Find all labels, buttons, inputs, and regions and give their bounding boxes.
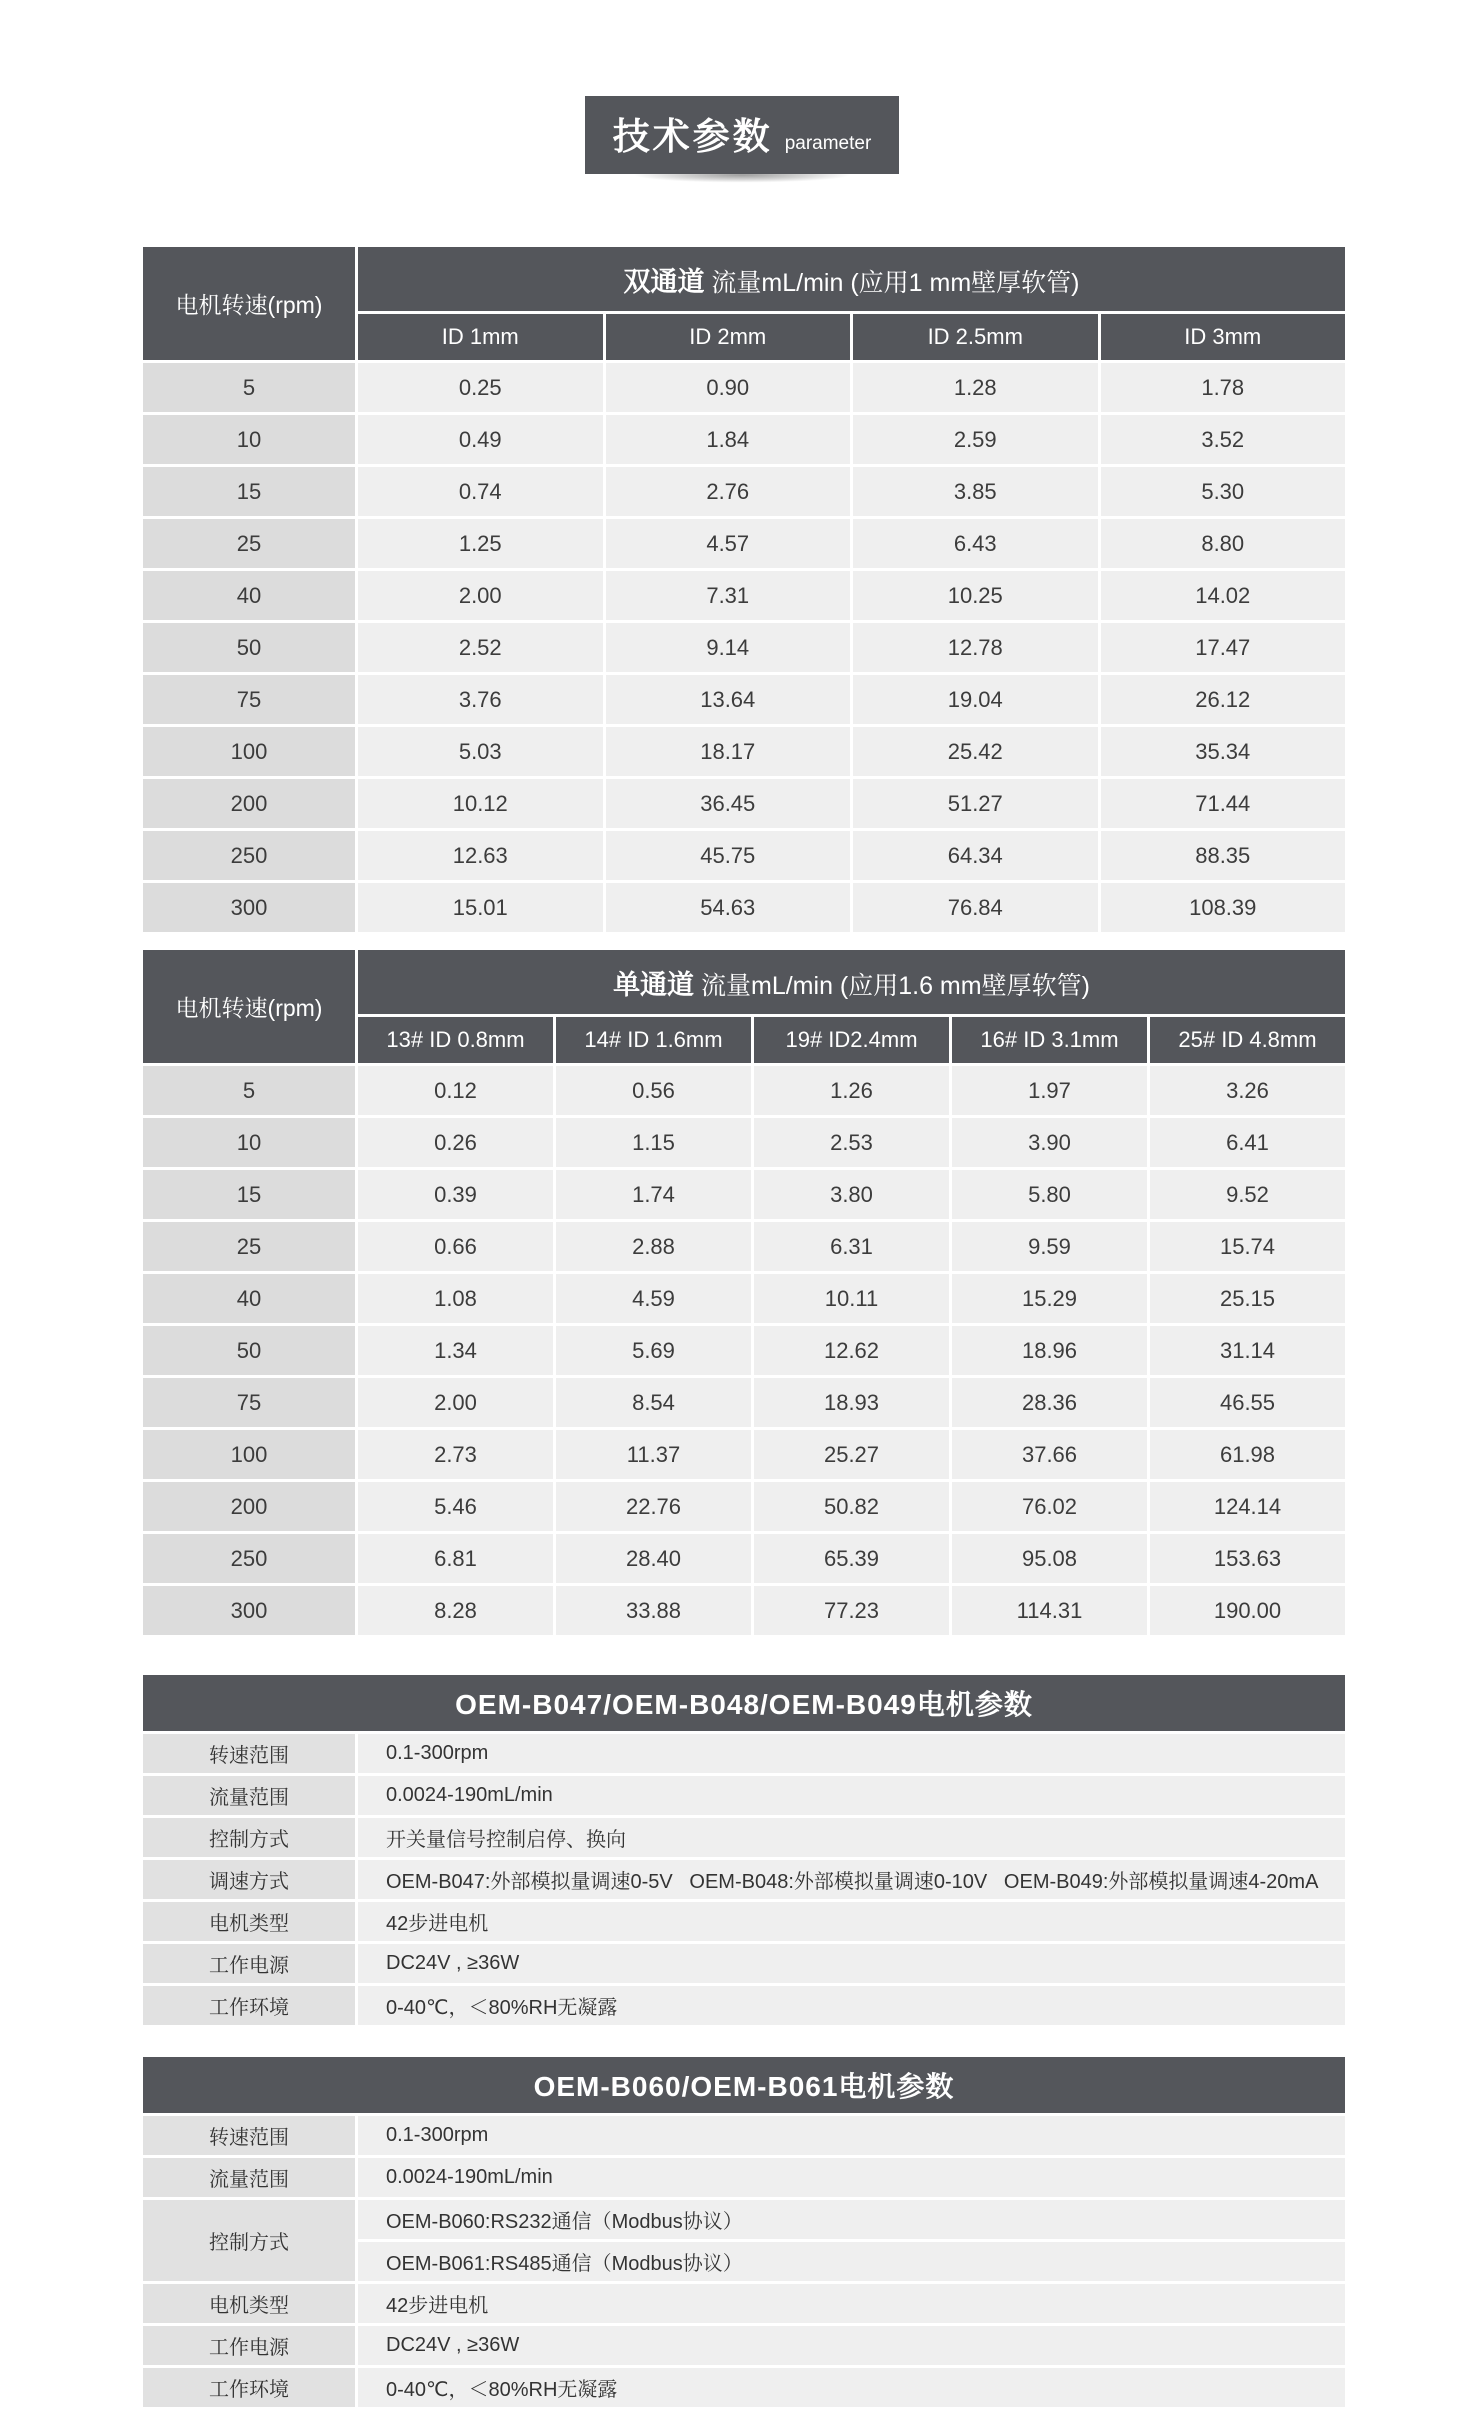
flow-value-cell: 10.25: [853, 571, 1098, 620]
rpm-cell: 50: [143, 1326, 355, 1375]
rpm-column-header: 电机转速(rpm): [143, 950, 355, 1063]
flow-value-cell: 25.15: [1150, 1274, 1345, 1323]
rpm-cell: 200: [143, 779, 355, 828]
spec-label-cell: 调速方式: [143, 1860, 355, 1899]
flow-row: [143, 883, 1345, 932]
spec-value-cell: 0.1-300rpm: [358, 1734, 1345, 1773]
rpm-cell: 10: [143, 1118, 355, 1167]
spec-label-cell: 电机类型: [143, 2284, 355, 2323]
flow-value-cell: 1.15: [556, 1118, 751, 1167]
flow-value-cell: 7.31: [606, 571, 851, 620]
flow-row: [143, 415, 1345, 464]
spec-label-cell: 工作环境: [143, 2368, 355, 2407]
flow-value-cell: 9.59: [952, 1222, 1147, 1271]
spec-row: [143, 2200, 1345, 2239]
spec-row: [143, 2326, 1345, 2365]
flow-row: [143, 727, 1345, 776]
flow-value-cell: 76.02: [952, 1482, 1147, 1531]
rpm-cell: 50: [143, 623, 355, 672]
flow-value-cell: 0.56: [556, 1066, 751, 1115]
flow-value-cell: 108.39: [1101, 883, 1346, 932]
flow-value-cell: 3.76: [358, 675, 603, 724]
spec-value-cell: 0.1-300rpm: [358, 2116, 1345, 2155]
flow-row: [143, 675, 1345, 724]
flow-value-cell: 17.47: [1101, 623, 1346, 672]
flow-value-cell: 0.12: [358, 1066, 553, 1115]
group-header-row: [143, 247, 1345, 311]
rpm-column-header: 电机转速(rpm): [143, 247, 355, 360]
rpm-cell: 5: [143, 1066, 355, 1115]
spec-label-cell: 工作电源: [143, 1944, 355, 1983]
flow-value-cell: 8.28: [358, 1586, 553, 1635]
spec-label-cell: 转速范围: [143, 2116, 355, 2155]
rpm-cell: 25: [143, 519, 355, 568]
spec-label-cell: 流量范围: [143, 1776, 355, 1815]
group-header-desc: 流量mL/min (应用1 mm壁厚软管): [704, 268, 1080, 297]
flow-value-cell: 77.23: [754, 1586, 949, 1635]
flow-value-cell: 1.34: [358, 1326, 553, 1375]
flow-value-cell: 3.26: [1150, 1066, 1345, 1115]
rpm-cell: 10: [143, 415, 355, 464]
flow-value-cell: 6.31: [754, 1222, 949, 1271]
flow-value-cell: 4.57: [606, 519, 851, 568]
flow-value-cell: 22.76: [556, 1482, 751, 1531]
column-header: 16# ID 3.1mm: [952, 1017, 1147, 1063]
flow-value-cell: 6.81: [358, 1534, 553, 1583]
column-header: ID 1mm: [358, 314, 603, 360]
flow-value-cell: 124.14: [1150, 1482, 1345, 1531]
flow-value-cell: 0.25: [358, 363, 603, 412]
spec-value-cell: OEM-B061:RS485通信（Modbus协议）: [358, 2242, 1345, 2281]
spec-label-cell: 转速范围: [143, 1734, 355, 1773]
flow-row: [143, 1482, 1345, 1531]
flow-value-cell: 15.01: [358, 883, 603, 932]
flow-value-cell: 2.53: [754, 1118, 949, 1167]
flow-value-cell: 2.00: [358, 571, 603, 620]
flow-row: [143, 1534, 1345, 1583]
flow-value-cell: 28.40: [556, 1534, 751, 1583]
section-title-zh: 技术参数: [612, 116, 773, 157]
motor-title-row: [143, 2057, 1345, 2113]
flow-value-cell: 5.46: [358, 1482, 553, 1531]
spec-row: [143, 2116, 1345, 2155]
spec-row: [143, 1860, 1345, 1899]
flow-value-cell: 0.26: [358, 1118, 553, 1167]
flow-value-cell: 0.66: [358, 1222, 553, 1271]
flow-value-cell: 0.74: [358, 467, 603, 516]
motor-params-table-b047: [140, 1672, 1348, 2028]
flow-value-cell: 13.64: [606, 675, 851, 724]
flow-value-cell: 11.37: [556, 1430, 751, 1479]
flow-value-cell: 12.78: [853, 623, 1098, 672]
spec-value-cell: DC24V , ≥36W: [358, 1944, 1345, 1983]
flow-value-cell: 18.17: [606, 727, 851, 776]
flow-row: [143, 519, 1345, 568]
spec-value-cell: 0.0024-190mL/min: [358, 2158, 1345, 2197]
flow-row: [143, 1222, 1345, 1271]
spec-row: [143, 2284, 1345, 2323]
flow-value-cell: 45.75: [606, 831, 851, 880]
group-header-row: [143, 950, 1345, 1014]
flow-value-cell: 9.14: [606, 623, 851, 672]
flow-value-cell: 3.90: [952, 1118, 1147, 1167]
group-header-channel: 双通道: [623, 266, 705, 297]
spec-label-cell: 控制方式: [143, 2200, 355, 2281]
spec-value-cell: OEM-B047:外部模拟量调速0-5V OEM-B048:外部模拟量调速0-10V OEM-B049:外部模拟量调速4-20mA: [358, 1860, 1345, 1899]
rpm-cell: 200: [143, 1482, 355, 1531]
spec-row: [143, 1944, 1345, 1983]
flow-value-cell: 5.69: [556, 1326, 751, 1375]
flow-value-cell: 2.59: [853, 415, 1098, 464]
parameters-content: [140, 244, 1348, 2410]
group-header: [358, 247, 1345, 311]
flow-value-cell: 25.27: [754, 1430, 949, 1479]
flow-value-cell: 14.02: [1101, 571, 1346, 620]
flow-value-cell: 2.00: [358, 1378, 553, 1427]
flow-value-cell: 5.80: [952, 1170, 1147, 1219]
flow-value-cell: 88.35: [1101, 831, 1346, 880]
flow-row: [143, 1170, 1345, 1219]
single-channel-flow-table: [140, 947, 1348, 1638]
rpm-cell: 25: [143, 1222, 355, 1271]
flow-value-cell: 1.25: [358, 519, 603, 568]
flow-value-cell: 10.11: [754, 1274, 949, 1323]
flow-value-cell: 54.63: [606, 883, 851, 932]
flow-value-cell: 61.98: [1150, 1430, 1345, 1479]
flow-value-cell: 9.52: [1150, 1170, 1345, 1219]
spec-row: [143, 1818, 1345, 1857]
spec-row: [143, 1776, 1345, 1815]
rpm-cell: 300: [143, 883, 355, 932]
flow-value-cell: 2.52: [358, 623, 603, 672]
flow-value-cell: 18.96: [952, 1326, 1147, 1375]
rpm-cell: 250: [143, 1534, 355, 1583]
flow-value-cell: 15.74: [1150, 1222, 1345, 1271]
flow-row: [143, 623, 1345, 672]
flow-row: [143, 1326, 1345, 1375]
rpm-cell: 75: [143, 675, 355, 724]
flow-value-cell: 46.55: [1150, 1378, 1345, 1427]
flow-value-cell: 19.04: [853, 675, 1098, 724]
spec-row: [143, 1902, 1345, 1941]
flow-value-cell: 1.26: [754, 1066, 949, 1115]
spec-row: [143, 2368, 1345, 2407]
flow-value-cell: 10.12: [358, 779, 603, 828]
flow-value-cell: 25.42: [853, 727, 1098, 776]
flow-value-cell: 35.34: [1101, 727, 1346, 776]
column-header: ID 2mm: [606, 314, 851, 360]
flow-value-cell: 95.08: [952, 1534, 1147, 1583]
flow-value-cell: 190.00: [1150, 1586, 1345, 1635]
flow-value-cell: 26.12: [1101, 675, 1346, 724]
motor-params-table-b060: [140, 2054, 1348, 2410]
spec-row: [143, 1986, 1345, 2025]
flow-value-cell: 28.36: [952, 1378, 1147, 1427]
flow-value-cell: 3.80: [754, 1170, 949, 1219]
rpm-cell: 100: [143, 1430, 355, 1479]
column-header: 25# ID 4.8mm: [1150, 1017, 1345, 1063]
spec-value-cell: 42步进电机: [358, 1902, 1345, 1941]
group-header-channel: 单通道: [613, 969, 695, 1000]
flow-row: [143, 1118, 1345, 1167]
spec-value-cell: 0.0024-190mL/min: [358, 1776, 1345, 1815]
flow-value-cell: 2.88: [556, 1222, 751, 1271]
spec-label-cell: 电机类型: [143, 1902, 355, 1941]
spec-value-cell: OEM-B060:RS232通信（Modbus协议）: [358, 2200, 1345, 2239]
flow-value-cell: 1.97: [952, 1066, 1147, 1115]
rpm-cell: 75: [143, 1378, 355, 1427]
flow-value-cell: 15.29: [952, 1274, 1147, 1323]
flow-value-cell: 1.08: [358, 1274, 553, 1323]
flow-value-cell: 31.14: [1150, 1326, 1345, 1375]
flow-value-cell: 50.82: [754, 1482, 949, 1531]
rpm-cell: 40: [143, 571, 355, 620]
column-header: ID 3mm: [1101, 314, 1346, 360]
flow-value-cell: 5.03: [358, 727, 603, 776]
flow-row: [143, 363, 1345, 412]
flow-value-cell: 114.31: [952, 1586, 1147, 1635]
flow-value-cell: 18.93: [754, 1378, 949, 1427]
flow-value-cell: 0.39: [358, 1170, 553, 1219]
flow-value-cell: 51.27: [853, 779, 1098, 828]
motor-table-title: OEM-B060/OEM-B061电机参数: [143, 2057, 1345, 2113]
flow-value-cell: 33.88: [556, 1586, 751, 1635]
motor-title-row: [143, 1675, 1345, 1731]
flow-value-cell: 0.90: [606, 363, 851, 412]
flow-value-cell: 65.39: [754, 1534, 949, 1583]
flow-value-cell: 8.54: [556, 1378, 751, 1427]
flow-value-cell: 1.74: [556, 1170, 751, 1219]
rpm-cell: 40: [143, 1274, 355, 1323]
flow-value-cell: 12.62: [754, 1326, 949, 1375]
spec-value-cell: 42步进电机: [358, 2284, 1345, 2323]
spec-value-cell: 开关量信号控制启停、换向: [358, 1818, 1345, 1857]
flow-row: [143, 1274, 1345, 1323]
flow-row: [143, 467, 1345, 516]
flow-value-cell: 5.30: [1101, 467, 1346, 516]
spec-label-cell: 工作环境: [143, 1986, 355, 2025]
rpm-cell: 300: [143, 1586, 355, 1635]
rpm-cell: 15: [143, 467, 355, 516]
flow-row: [143, 1378, 1345, 1427]
flow-value-cell: 12.63: [358, 831, 603, 880]
flow-row: [143, 831, 1345, 880]
spec-label-cell: 工作电源: [143, 2326, 355, 2365]
section-title-badge: [585, 96, 900, 174]
flow-value-cell: 6.43: [853, 519, 1098, 568]
flow-value-cell: 76.84: [853, 883, 1098, 932]
flow-value-cell: 3.85: [853, 467, 1098, 516]
flow-row: [143, 779, 1345, 828]
flow-value-cell: 2.73: [358, 1430, 553, 1479]
group-header: [358, 950, 1345, 1014]
flow-value-cell: 0.49: [358, 415, 603, 464]
dual-channel-flow-table: [140, 244, 1348, 935]
flow-value-cell: 36.45: [606, 779, 851, 828]
flow-row: [143, 571, 1345, 620]
flow-value-cell: 6.41: [1150, 1118, 1345, 1167]
flow-value-cell: 71.44: [1101, 779, 1346, 828]
flow-value-cell: 1.84: [606, 415, 851, 464]
column-header: 13# ID 0.8mm: [358, 1017, 553, 1063]
flow-row: [143, 1586, 1345, 1635]
column-header: ID 2.5mm: [853, 314, 1098, 360]
column-header: 19# ID2.4mm: [754, 1017, 949, 1063]
rpm-cell: 15: [143, 1170, 355, 1219]
flow-value-cell: 4.59: [556, 1274, 751, 1323]
spec-value-cell: 0-40℃，＜80%RH无凝露: [358, 1986, 1345, 2025]
flow-value-cell: 64.34: [853, 831, 1098, 880]
flow-value-cell: 8.80: [1101, 519, 1346, 568]
spec-row: [143, 1734, 1345, 1773]
group-header-desc: 流量mL/min (应用1.6 mm壁厚软管): [694, 971, 1090, 1000]
spec-label-cell: 流量范围: [143, 2158, 355, 2197]
flow-value-cell: 2.76: [606, 467, 851, 516]
spec-row: [143, 2158, 1345, 2197]
rpm-cell: 250: [143, 831, 355, 880]
spec-value-cell: DC24V , ≥36W: [358, 2326, 1345, 2365]
spec-label-cell: 控制方式: [143, 1818, 355, 1857]
flow-value-cell: 153.63: [1150, 1534, 1345, 1583]
flow-value-cell: 37.66: [952, 1430, 1147, 1479]
flow-row: [143, 1066, 1345, 1115]
spec-value-cell: 0-40℃，＜80%RH无凝露: [358, 2368, 1345, 2407]
flow-row: [143, 1430, 1345, 1479]
motor-table-title: OEM-B047/OEM-B048/OEM-B049电机参数: [143, 1675, 1345, 1731]
section-title-en: parameter: [784, 133, 872, 154]
rpm-cell: 5: [143, 363, 355, 412]
rpm-cell: 100: [143, 727, 355, 776]
section-header: [0, 0, 1484, 186]
column-header: 14# ID 1.6mm: [556, 1017, 751, 1063]
flow-value-cell: 1.28: [853, 363, 1098, 412]
flow-value-cell: 1.78: [1101, 363, 1346, 412]
flow-value-cell: 3.52: [1101, 415, 1346, 464]
